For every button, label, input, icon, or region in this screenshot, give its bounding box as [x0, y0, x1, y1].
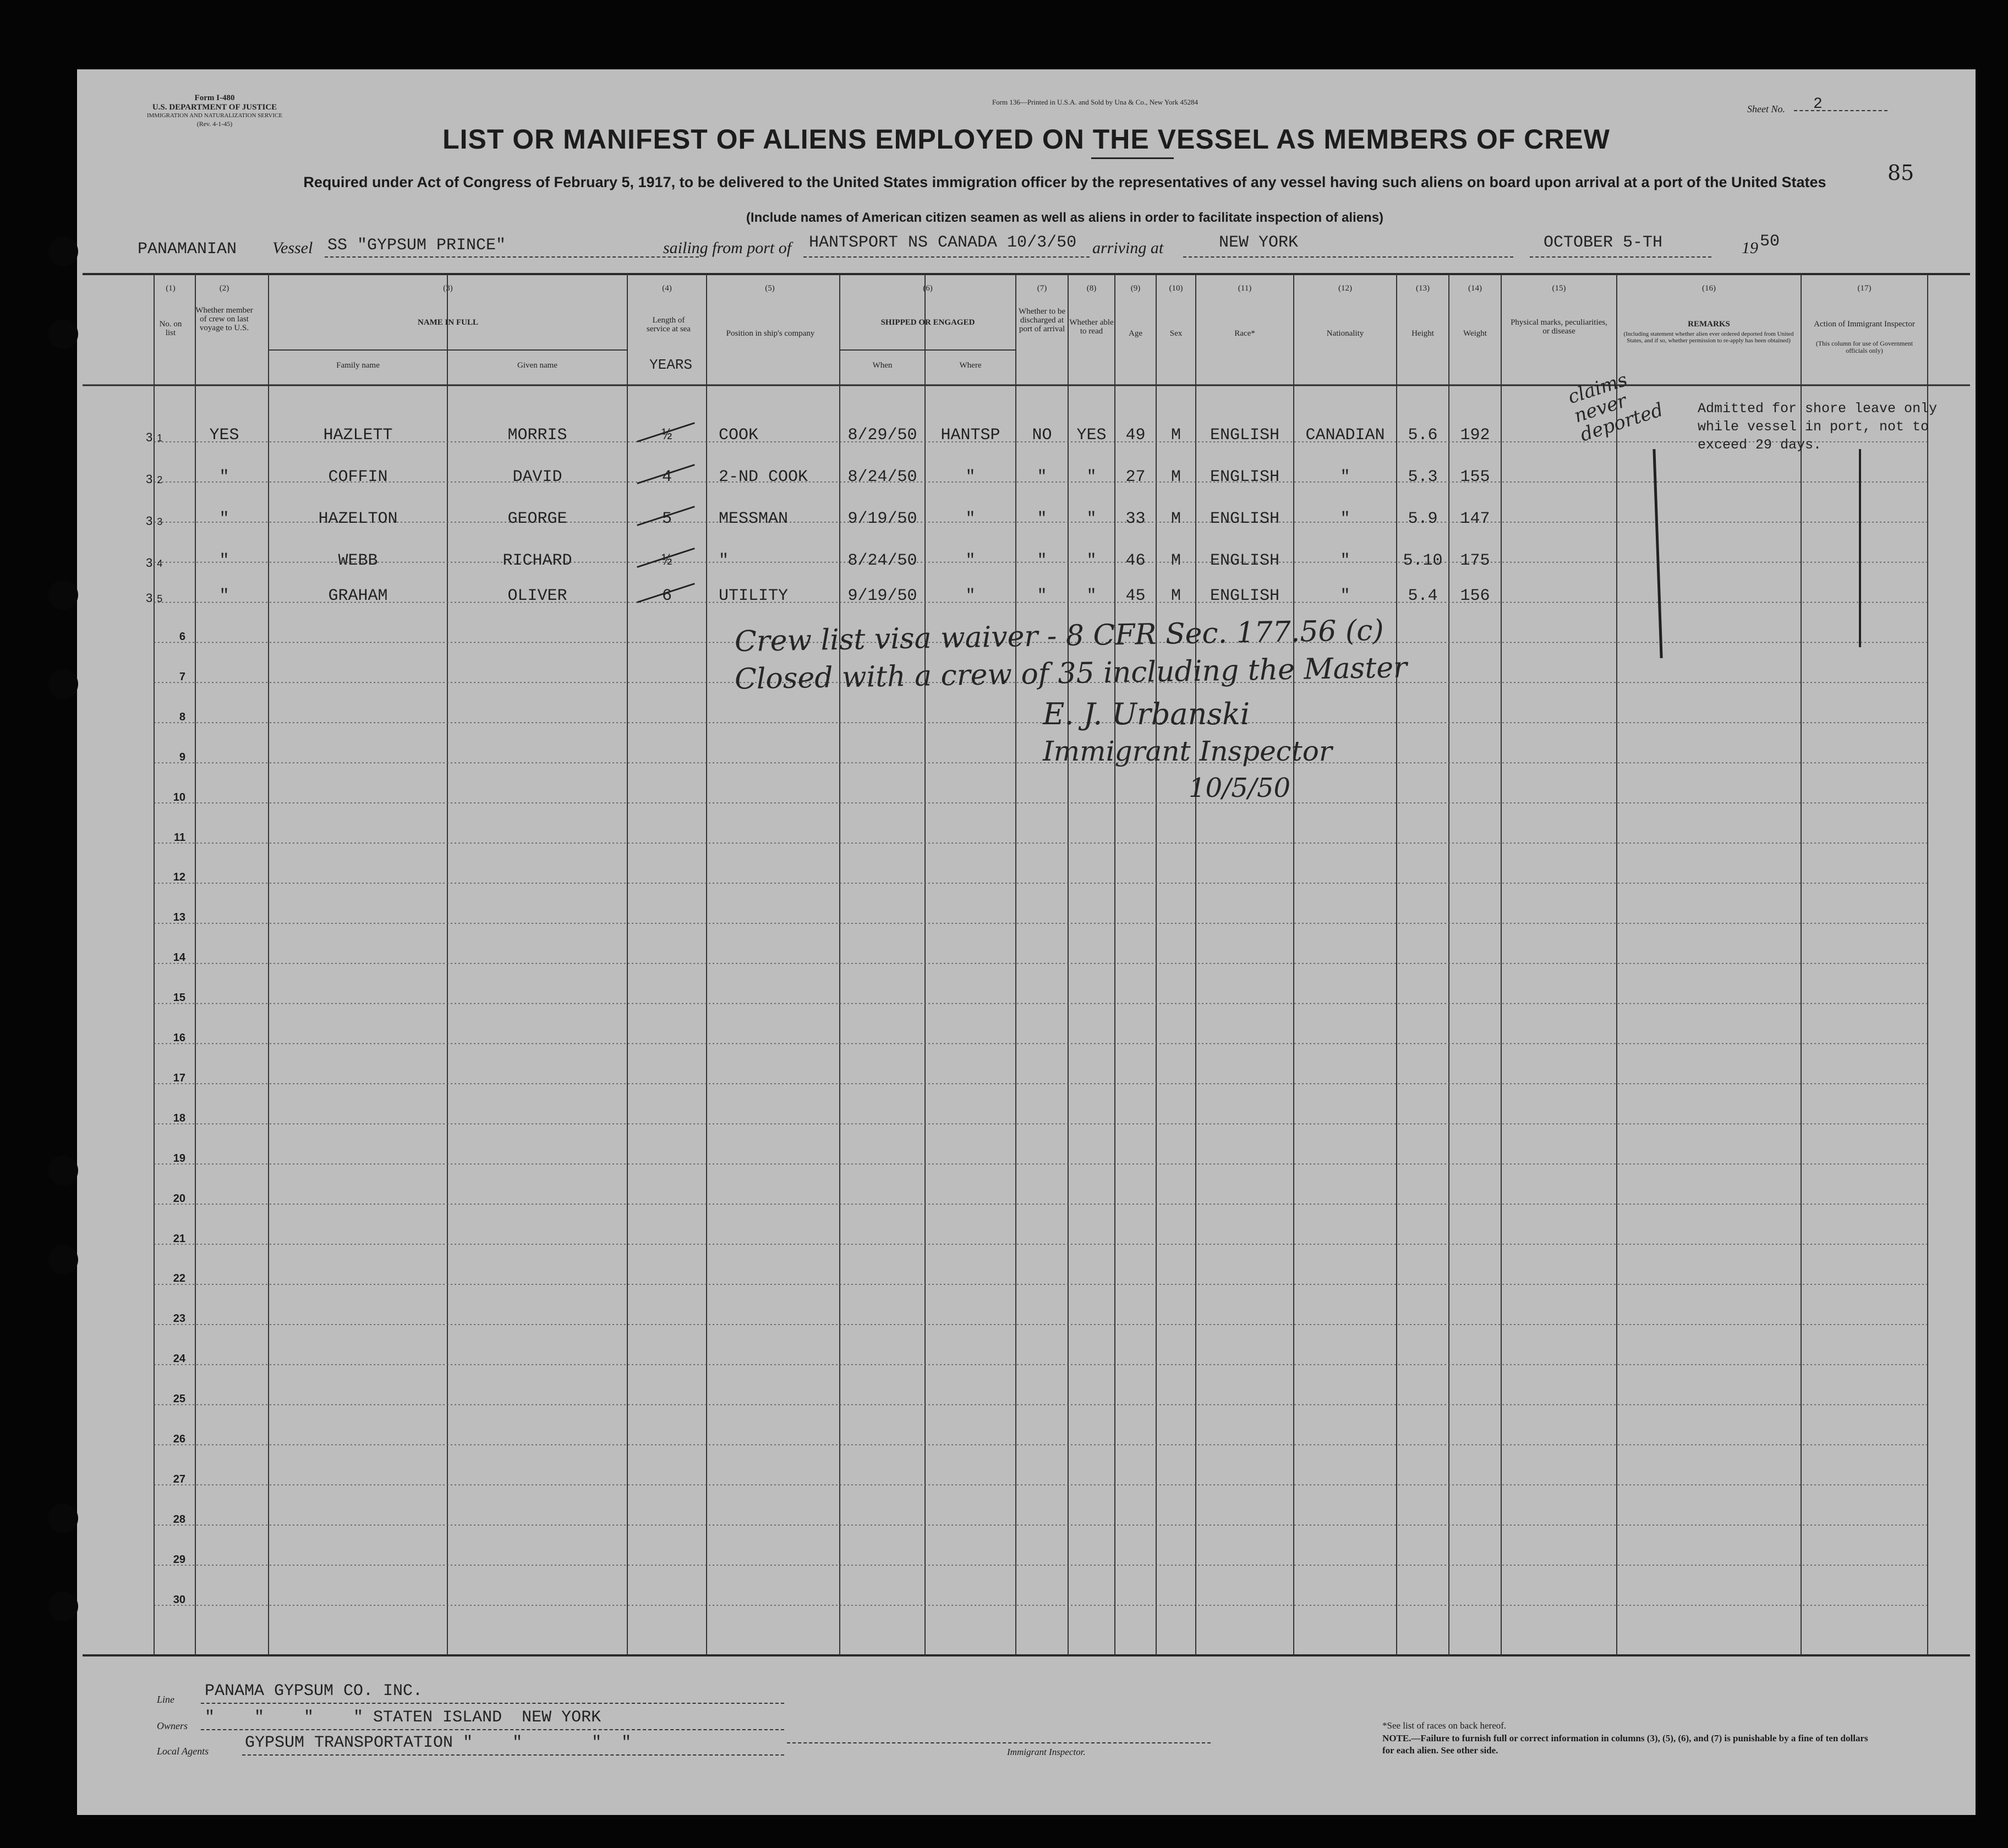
col14-number: (14) [1468, 284, 1482, 293]
cell-service: ½ [661, 551, 672, 570]
col12-label: Nationality [1326, 329, 1364, 338]
col13-number: (13) [1416, 284, 1430, 293]
printer-note: Form 136—Printed in U.S.A. and Sold by Una & Co., New York 45284 [992, 98, 1199, 106]
inspector-signature-line [787, 1742, 1211, 1743]
sheet-number: 2 [1813, 96, 1823, 113]
col1-number: (1) [166, 284, 176, 293]
line-value: PANAMA GYPSUM CO. INC. [205, 1682, 423, 1701]
col13-label: Height [1411, 329, 1434, 338]
cell-last-voyage: " [219, 510, 229, 528]
empty-row-number: 15 [173, 992, 185, 1004]
cell-age: 45 [1125, 587, 1146, 605]
row-mark: 3 [146, 556, 153, 570]
col8-number: (8) [1086, 284, 1097, 293]
punch-hole [48, 1245, 78, 1275]
cell-when: 9/19/50 [847, 587, 917, 605]
cell-height: 5.10 [1403, 551, 1443, 570]
cell-given: GEORGE [507, 510, 567, 528]
cell-sex: M [1170, 426, 1181, 445]
cell-race: ENGLISH [1210, 587, 1280, 605]
row-number [146, 514, 162, 528]
cell-family: HAZELTON [318, 510, 398, 528]
col16-note: (Including statement whether alien ever ordered deported from United States, and if so, whether permission to re-apply has been obtained) [1623, 331, 1794, 344]
cell-read: YES [1076, 426, 1107, 445]
cell-height: 5.6 [1408, 426, 1438, 445]
empty-row-number: 23 [173, 1313, 185, 1325]
col11-label: Race* [1234, 329, 1255, 338]
punch-hole [48, 1592, 78, 1621]
empty-row-number: 8 [179, 710, 185, 723]
subtitle-include: (Include names of American citizen seamen as well as aliens in order to facilitate inspection of aliens) [746, 210, 1384, 225]
empty-row-number: 12 [173, 871, 185, 884]
cell-given: MORRIS [507, 426, 567, 445]
races-note: *See list of races on back hereof. [1382, 1720, 1507, 1731]
empty-row-number: 7 [179, 670, 185, 683]
col6-label: SHIPPED OR ENGAGED [880, 318, 975, 327]
punch-hole [48, 1503, 78, 1533]
row-line-number: 4 [157, 558, 163, 569]
col15-number: (15) [1552, 284, 1566, 293]
cell-discharged: " [1037, 551, 1047, 570]
cell-given: OLIVER [507, 587, 567, 605]
port-of-departure: HANTSPORT NS CANADA 10/3/50 [809, 233, 1077, 252]
row-number [146, 430, 162, 445]
inspector-signature: E. J. Urbanski [1043, 697, 1250, 731]
cell-nationality: " [1340, 510, 1350, 528]
cell-read: " [1086, 551, 1097, 570]
cell-position: MESSMAN [719, 510, 789, 528]
arrival-date: OCTOBER 5-TH [1544, 233, 1663, 252]
cell-nationality: CANADIAN [1305, 426, 1385, 445]
line-underline [201, 1703, 784, 1704]
arrival-port: NEW YORK [1219, 233, 1299, 252]
col1-label: No. on list [159, 320, 182, 337]
where-header: Where [959, 361, 982, 370]
cell-height: 5.4 [1408, 587, 1438, 605]
visa-waiver-note: Crew list visa waiver - 8 CFR Sec. 177.56 (c) [734, 614, 1385, 659]
cell-when: 9/19/50 [847, 510, 917, 528]
line-label: Line [157, 1694, 175, 1705]
empty-row-number: 26 [173, 1433, 185, 1445]
revision: (Rev. 4-1-45) [196, 120, 233, 128]
cell-where: " [965, 587, 976, 605]
cell-when: 8/24/50 [847, 551, 917, 570]
owners-label: Owners [157, 1720, 188, 1731]
col10-number: (10) [1169, 284, 1183, 293]
closed-crew-note: Closed with a crew of 35 including the Master [734, 651, 1408, 696]
action-ditto-line [1859, 449, 1861, 647]
cell-where: " [965, 510, 976, 528]
inspector-title: Immigrant Inspector [1043, 735, 1332, 767]
cell-where: HANTSP [940, 426, 1000, 445]
cell-age: 46 [1125, 551, 1146, 570]
col17-number: (17) [1857, 284, 1872, 293]
cell-last-voyage: " [219, 468, 229, 486]
punch-hole [48, 237, 78, 266]
cell-sex: M [1170, 587, 1181, 605]
cell-last-voyage: " [219, 551, 229, 570]
vessel-flag: PANAMANIAN [138, 240, 237, 259]
empty-row-number: 13 [173, 911, 185, 924]
col12-number: (12) [1338, 284, 1352, 293]
cell-race: ENGLISH [1210, 426, 1280, 445]
cell-discharged: NO [1032, 426, 1052, 445]
cell-read: " [1086, 587, 1097, 605]
vessel-name: SS "GYPSUM PRINCE" [327, 236, 506, 255]
cell-weight: 192 [1460, 426, 1490, 445]
cell-family: HAZLETT [323, 426, 393, 445]
year-value: 50 [1760, 232, 1780, 251]
col5-label: Position in ship's company [726, 329, 815, 338]
col10-label: Sex [1169, 329, 1183, 338]
cell-where: " [965, 468, 976, 486]
col17-note: (This column for use of Government officials only) [1815, 340, 1913, 354]
cell-given: RICHARD [502, 551, 572, 570]
empty-row-number: 19 [173, 1152, 185, 1164]
empty-row-number: 22 [173, 1272, 185, 1285]
col4-number: (4) [662, 284, 672, 293]
cell-nationality: " [1340, 587, 1350, 605]
col9-label: Age [1129, 329, 1142, 338]
given-name-header: Given name [517, 361, 557, 370]
sailing-label: sailing from port of [663, 239, 792, 257]
claims-never-deported-note: claims never deported [1565, 368, 1666, 446]
cell-age: 33 [1125, 510, 1146, 528]
cell-age: 27 [1125, 468, 1146, 486]
row-mark: 3 [146, 591, 153, 605]
col4-label: Length of service at sea [647, 316, 691, 333]
cell-given: DAVID [512, 468, 562, 486]
cell-service: 5 [661, 510, 672, 528]
agents-label: Local Agents [157, 1746, 209, 1757]
col3-number: (3) [443, 284, 453, 293]
row-mark: 3 [146, 472, 153, 486]
empty-row-number: 17 [173, 1071, 185, 1084]
cell-family: GRAHAM [328, 587, 388, 605]
cell-read: " [1086, 468, 1097, 486]
col7-label: Whether to be discharged at port of arrival [1019, 307, 1065, 333]
cell-nationality: " [1340, 551, 1350, 570]
punch-hole [48, 1156, 78, 1185]
cell-read: " [1086, 510, 1097, 528]
punch-hole [48, 669, 78, 699]
inspection-date: 10/5/50 [1189, 773, 1291, 803]
empty-row-number: 11 [173, 831, 185, 844]
empty-row-number: 28 [173, 1513, 185, 1526]
cell-where: " [965, 551, 976, 570]
cell-nationality: " [1340, 468, 1350, 486]
cell-race: ENGLISH [1210, 468, 1280, 486]
row-mark: 3 [146, 514, 153, 528]
family-name-header: Family name [336, 361, 380, 370]
empty-row-number: 6 [179, 631, 185, 643]
empty-row-number: 27 [173, 1473, 185, 1485]
cell-sex: M [1170, 551, 1181, 570]
col5-number: (5) [765, 284, 775, 293]
cell-family: COFFIN [328, 468, 388, 486]
cell-weight: 147 [1460, 510, 1490, 528]
empty-row-number: 21 [173, 1232, 185, 1245]
cell-position: COOK [719, 426, 759, 445]
immigrant-inspector-label: Immigrant Inspector. [1007, 1747, 1086, 1757]
cell-when: 8/29/50 [847, 426, 917, 445]
row-line-number: 2 [157, 474, 163, 485]
empty-row-number: 20 [173, 1192, 185, 1205]
cell-last-voyage: " [219, 587, 229, 605]
admitted-note: Admitted for shore leave only while vessel in port, not to exceed 29 days. [1698, 401, 1938, 453]
cell-race: ENGLISH [1210, 510, 1280, 528]
cell-discharged: " [1037, 510, 1047, 528]
col16-number: (16) [1702, 284, 1716, 293]
cell-discharged: " [1037, 468, 1047, 486]
cell-service: ½ [661, 426, 672, 445]
penalty-note: NOTE.—Failure to furnish full or correct information in columns (3), (5), (6), and (7) is punishable by a fine of ten dollars for each alien. See other side. [1382, 1733, 1868, 1756]
department: U.S. DEPARTMENT OF JUSTICE [152, 103, 277, 112]
col7-number: (7) [1037, 284, 1047, 293]
empty-row-number: 18 [173, 1112, 185, 1124]
cell-height: 5.9 [1408, 510, 1438, 528]
col16-label: REMARKS [1688, 320, 1730, 329]
agents-underline [242, 1754, 784, 1756]
empty-row-number: 14 [173, 952, 185, 964]
col9-number: (9) [1130, 284, 1141, 293]
col14-label: Weight [1463, 329, 1487, 338]
col11-number: (11) [1238, 284, 1252, 293]
empty-row-number: 10 [173, 791, 185, 803]
col6-number: (6) [923, 284, 933, 293]
sheet-label: Sheet No. [1747, 103, 1785, 114]
col3-label: NAME IN FULL [417, 318, 478, 327]
page-title: LIST OR MANIFEST OF ALIENS EMPLOYED ON THE VESSEL AS MEMBERS OF CREW [442, 124, 1610, 155]
cell-service: 4 [661, 468, 672, 486]
cell-position: 2-ND COOK [719, 468, 808, 486]
cell-race: ENGLISH [1210, 551, 1280, 570]
cell-weight: 175 [1460, 551, 1490, 570]
cell-position: UTILITY [719, 587, 789, 605]
row-line-number: 1 [157, 433, 163, 444]
empty-row-number: 16 [173, 1032, 185, 1044]
empty-row-number: 9 [179, 751, 185, 763]
owners-value: " " " " STATEN ISLAND NEW YORK [205, 1708, 601, 1727]
form-id: Form I-480 [194, 94, 235, 102]
row-mark: 3 [146, 430, 153, 444]
service: IMMIGRATION AND NATURALIZATION SERVICE [146, 112, 283, 119]
punch-hole [48, 580, 78, 610]
cell-sex: M [1170, 510, 1181, 528]
row-number [146, 472, 162, 486]
col8-label: Whether able to read [1069, 318, 1114, 336]
punch-hole [48, 319, 78, 349]
row-line-number: 3 [157, 516, 163, 527]
cell-service: 6 [661, 587, 672, 605]
page-number: 85 [1887, 161, 1914, 185]
row-number [146, 556, 162, 570]
when-header: When [872, 361, 893, 370]
owners-underline [201, 1729, 784, 1730]
cell-position: " [719, 551, 729, 570]
arriving-label: arriving at [1092, 239, 1164, 257]
cell-when: 8/24/50 [847, 468, 917, 486]
row-number [146, 591, 162, 605]
cell-age: 49 [1125, 426, 1146, 445]
cell-discharged: " [1037, 587, 1047, 605]
cell-weight: 155 [1460, 468, 1490, 486]
empty-row-number: 24 [173, 1353, 185, 1365]
row-line-number: 5 [157, 593, 163, 604]
vessel-label: Vessel [272, 239, 313, 257]
manifest-sheet [77, 69, 1976, 1815]
cell-family: WEBB [338, 551, 378, 570]
agents-value: GYPSUM TRANSPORTATION " " " " [245, 1734, 632, 1752]
year-prefix: 19 [1742, 239, 1758, 257]
subtitle: Required under Act of Congress of February 5, 1917, to be delivered to the United States immigration officer by the representatives of any vessel having such aliens on board upon arrival at a port of the United States [303, 174, 1826, 190]
cell-sex: M [1170, 468, 1181, 486]
cell-height: 5.3 [1408, 468, 1438, 486]
col2-label: Whether member of crew on last voyage to U.S. [195, 306, 253, 332]
empty-row-number: 25 [173, 1393, 185, 1406]
col4-unit: YEARS [649, 357, 693, 373]
col17-label: Action of Immigrant Inspector [1814, 320, 1915, 329]
col15-label: Physical marks, peculiarities, or disease [1511, 318, 1607, 336]
empty-row-number: 29 [173, 1553, 185, 1566]
cell-last-voyage: YES [209, 426, 239, 445]
col2-number: (2) [219, 284, 229, 293]
cell-weight: 156 [1460, 587, 1490, 605]
empty-row-number: 30 [173, 1593, 185, 1606]
